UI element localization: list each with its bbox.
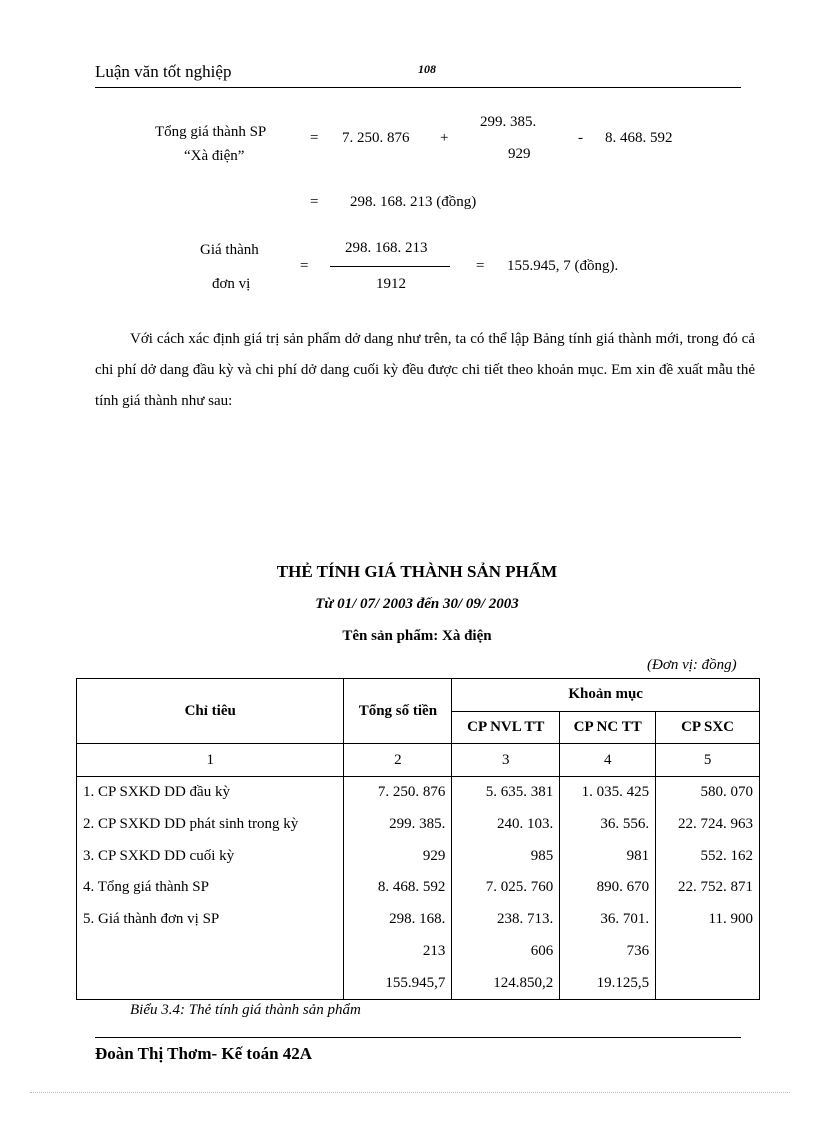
table-cell: 36. 556.	[560, 809, 656, 841]
column-number: 4	[560, 744, 656, 777]
card-title: THẺ TÍNH GIÁ THÀNH SẢN PHẨM	[276, 562, 558, 581]
formula-term2-line1: 299. 385.	[480, 114, 537, 130]
table-row	[77, 872, 760, 904]
unit-label-line1: Giá thành	[200, 242, 259, 258]
unit-equals: =	[300, 258, 309, 274]
table-row	[77, 936, 760, 968]
header-group: Khoản mục	[452, 679, 760, 712]
table-cell: 155.945,7	[344, 967, 452, 999]
card-unit: (Đơn vị: đồng)	[647, 657, 737, 673]
table-row	[77, 840, 760, 872]
column-number: 2	[344, 744, 452, 777]
row-label: 3. CP SXKD DD cuối kỳ	[77, 840, 344, 872]
row-label	[77, 967, 344, 999]
column-number: 1	[77, 744, 344, 777]
row-label: 2. CP SXKD DD phát sinh trong kỳ	[77, 809, 344, 841]
table-row	[77, 809, 760, 841]
table-cell: 22. 752. 871	[656, 872, 760, 904]
table-header-row	[77, 679, 760, 712]
table-row	[77, 904, 760, 936]
table-cell: 985	[452, 840, 560, 872]
table-cell: 1. 035. 425	[560, 777, 656, 809]
card-period: Từ 01/ 07/ 2003 đến 30/ 09/ 2003	[315, 596, 519, 612]
table-cell: 7. 250. 876	[344, 777, 452, 809]
formula-minus: -	[578, 130, 583, 146]
result-equals: =	[310, 194, 319, 210]
table-cell: 298. 168.	[344, 904, 452, 936]
table-caption: Biểu 3.4: Thẻ tính giá thành sản phẩm	[130, 1002, 361, 1018]
subheader-cell: CP NVL TT	[452, 711, 560, 744]
table-cell: 580. 070	[656, 777, 760, 809]
cost-card-table	[76, 678, 760, 1000]
header-rule	[95, 87, 741, 88]
running-header: Luận văn tốt nghiệp	[95, 62, 232, 81]
formula-term3: 8. 468. 592	[605, 130, 673, 146]
unit-numerator: 298. 168. 213	[345, 240, 428, 256]
unit-result: 155.945, 7 (đồng).	[507, 258, 619, 274]
unit-label-line2: đơn vị	[212, 276, 251, 292]
footer-rule	[95, 1037, 741, 1038]
row-label	[77, 936, 344, 968]
formula-term1: 7. 250. 876	[342, 130, 410, 146]
fraction-bar	[330, 266, 450, 267]
table-cell: 240. 103.	[452, 809, 560, 841]
body-paragraph: Với cách xác định giá trị sản phẩm dở dang như trên, ta có thể lập Bảng tính giá thành mới, trong đó cả chi phí dở dang đầu kỳ và chi phí dở dang cuối kỳ đều được chi tiết theo khoản mục. Em xin đề xuất mẫu thẻ tính giá thành như sau:	[95, 331, 755, 409]
header-indicator: Chỉ tiêu	[77, 679, 344, 744]
table-cell: 36. 701.	[560, 904, 656, 936]
footer-author: Đoàn Thị Thơm- Kế toán 42A	[95, 1044, 313, 1063]
table-cell: 890. 670	[560, 872, 656, 904]
table-cell: 7. 025. 760	[452, 872, 560, 904]
page-number: 108	[418, 62, 436, 76]
formula-label-line2: “Xà điện”	[184, 148, 245, 164]
page-bottom-border	[30, 1092, 790, 1093]
table-cell: 238. 713.	[452, 904, 560, 936]
table-cell: 606	[452, 936, 560, 968]
table-cell: 22. 724. 963	[656, 809, 760, 841]
subheader-cell: CP SXC	[656, 711, 760, 744]
formula-label-line1: Tổng giá thành SP	[155, 124, 267, 140]
table-cell: 11. 900	[656, 904, 760, 936]
row-label: 4. Tổng giá thành SP	[77, 872, 344, 904]
table-cell	[656, 967, 760, 999]
table-cell: 981	[560, 840, 656, 872]
unit-denominator: 1912	[376, 276, 406, 292]
card-product: Tên sản phẩm: Xà điện	[342, 628, 492, 644]
table-cell: 552. 162	[656, 840, 760, 872]
table-cell: 299. 385.	[344, 809, 452, 841]
subheader-cell: CP NC TT	[560, 711, 656, 744]
formula-plus: +	[440, 130, 449, 146]
table-cell: 124.850,2	[452, 967, 560, 999]
column-number-row	[77, 744, 760, 777]
table-cell: 8. 468. 592	[344, 872, 452, 904]
table-cell: 5. 635. 381	[452, 777, 560, 809]
table-row	[77, 777, 760, 809]
table-cell: 213	[344, 936, 452, 968]
formula-equals: =	[310, 130, 319, 146]
row-label: 1. CP SXKD DD đầu kỳ	[77, 777, 344, 809]
table-cell: 19.125,5	[560, 967, 656, 999]
header-total: Tổng số tiền	[344, 679, 452, 744]
table-cell: 929	[344, 840, 452, 872]
formula-result: 298. 168. 213 (đồng)	[350, 194, 477, 210]
table-row	[77, 967, 760, 999]
column-number: 5	[656, 744, 760, 777]
table-cell	[656, 936, 760, 968]
row-label: 5. Giá thành đơn vị SP	[77, 904, 344, 936]
formula-term2-line2: 929	[508, 146, 531, 162]
column-number: 3	[452, 744, 560, 777]
table-cell: 736	[560, 936, 656, 968]
unit-result-equals: =	[476, 258, 485, 274]
